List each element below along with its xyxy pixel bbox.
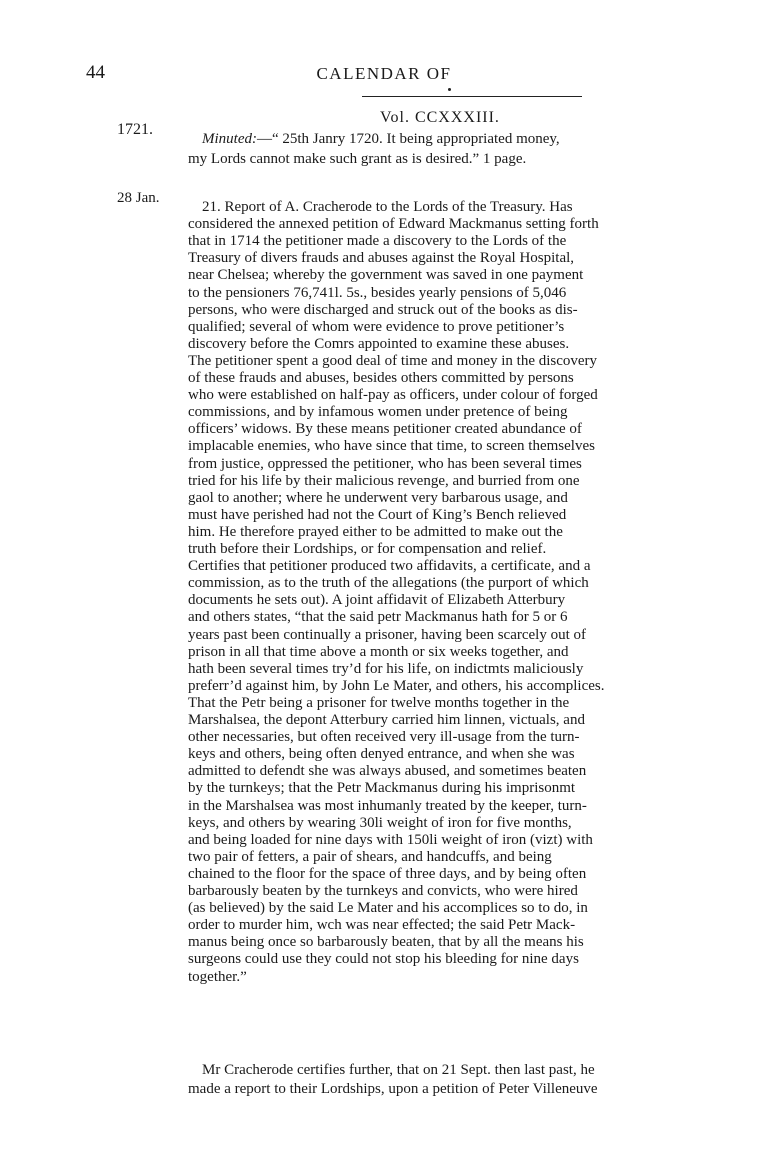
minuted-line-1 — [202, 131, 662, 147]
entry-line: barbarously beaten by the turnkeys and convicts, who were hired — [188, 883, 578, 899]
entry-line: years past been continually a prisoner, having been scarcely out of — [188, 627, 587, 643]
entry-line: who were established on half-pay as officers, under colour of forged — [188, 387, 598, 403]
minuted-line-2: my Lords cannot make such grant as is desired.” 1 page. — [188, 151, 527, 167]
entry-line: officers’ widows. By these means petitioner created abundance of — [188, 421, 582, 437]
header-dot — [448, 88, 451, 91]
entry-line: tried for his life by their malicious revenge, and burried from one — [188, 473, 580, 489]
entry-line: 21. Report of A. Cracherode to the Lords of the Treasury. Has — [202, 199, 573, 215]
entry-line: admitted to defendt she was always abused, and sometimes beaten — [188, 763, 587, 779]
entry-line: two pair of fetters, a pair of shears, and handcuffs, and being — [188, 849, 552, 865]
entry-line: from justice, oppressed the petitioner, who has been several times — [188, 456, 582, 472]
entry-line: discovery before the Comrs appointed to examine these abuses. — [188, 336, 570, 352]
entry-line: order to murder him, wch was near effected; the said Petr Mack- — [188, 917, 576, 933]
entry-line: Treasury of divers frauds and abuses against the Royal Hospital, — [188, 250, 575, 266]
minuted-text-1: —“ 25th Janry 1720. It being appropriated money, — [256, 131, 560, 147]
entry-line: considered the annexed petition of Edward Mackmanus setting forth — [188, 216, 599, 232]
volume-heading: Vol. CCXXXIII. — [380, 109, 500, 126]
side-year: 1721. — [117, 121, 153, 138]
entry-line: gaol to another; where he underwent very barbarous usage, and — [188, 490, 568, 506]
entry-line: documents he sets out). A joint affidavit of Elizabeth Atterbury — [188, 592, 566, 608]
header-rule — [362, 96, 582, 97]
entry-line: by the turnkeys; that the Petr Mackmanus during his imprisonmt — [188, 780, 576, 796]
entry-line: that in 1714 the petitioner made a discovery to the Lords of the — [188, 233, 567, 249]
entry-line: together.” — [188, 969, 247, 985]
closing-line: made a report to their Lordships, upon a petition of Peter Villeneuve — [188, 1081, 598, 1097]
entry-line: keys and others, being often denyed entrance, and when she was — [188, 746, 575, 762]
entry-line: manus being once so barbarously beaten, that by all the means his — [188, 934, 584, 950]
entry-line: prison in all that time above a month or six weeks together, and — [188, 644, 569, 660]
entry-line: persons, who were discharged and struck out of the books as dis- — [188, 302, 578, 318]
entry-line: chained to the floor for the space of three days, and by being often — [188, 866, 587, 882]
entry-line: other necessaries, but often received very ill-usage from the turn- — [188, 729, 580, 745]
entry-line: him. He therefore prayed either to be admitted to make out the — [188, 524, 563, 540]
entry-line: qualified; several of whom were evidence to prove petitioner’s — [188, 319, 565, 335]
entry-line: in the Marshalsea was most inhumanly treated by the keeper, turn- — [188, 798, 587, 814]
entry-line: and being loaded for nine days with 150li weight of iron (vizt) with — [188, 832, 593, 848]
entry-line: and others states, “that the said petr Mackmanus hath for 5 or 6 — [188, 609, 568, 625]
entry-line: hath been several times try’d for his life, on indictmts maliciously — [188, 661, 584, 677]
entry-line: That the Petr being a prisoner for twelve months together in the — [188, 695, 570, 711]
entry-line: commissions, and by infamous women under pretence of being — [188, 404, 568, 420]
entry-line: near Chelsea; whereby the government was saved in one payment — [188, 267, 584, 283]
minuted-label: Minuted: — [202, 131, 257, 147]
entry-line: of these frauds and abuses, besides others committed by persons — [188, 370, 574, 386]
entry-line: (as believed) by the said Le Mater and his accomplices so to do, in — [188, 900, 588, 916]
entry-line: implacable enemies, who have since that time, to screen themselves — [188, 438, 595, 454]
entry-line: keys, and others by wearing 30li weight of iron for five months, — [188, 815, 572, 831]
entry-line: Certifies that petitioner produced two affidavits, a certificate, and a — [188, 558, 591, 574]
entry-line: preferr’d against him, by John Le Mater, and others, his accomplices. — [188, 678, 605, 694]
entry-line: surgeons could use they could not stop his bleeding for nine days — [188, 951, 579, 967]
closing-line: Mr Cracherode certifies further, that on 21 Sept. then last past, he — [202, 1062, 595, 1078]
page-number: 44 — [86, 62, 105, 83]
side-date: 28 Jan. — [117, 190, 160, 206]
entry-line: to the pensioners 76,741l. 5s., besides yearly pensions of 5,046 — [188, 285, 567, 301]
entry-line: must have perished had not the Court of King’s Bench relieved — [188, 507, 567, 523]
entry-line: Marshalsea, the depont Atterbury carried him linnen, victuals, and — [188, 712, 585, 728]
running-head: CALENDAR OF — [316, 64, 452, 83]
entry-line: commission, as to the truth of the allegations (the purport of which — [188, 575, 589, 591]
entry-line: The petitioner spent a good deal of time and money in the discovery — [188, 353, 598, 369]
entry-line: truth before their Lordships, or for compensation and relief. — [188, 541, 547, 557]
